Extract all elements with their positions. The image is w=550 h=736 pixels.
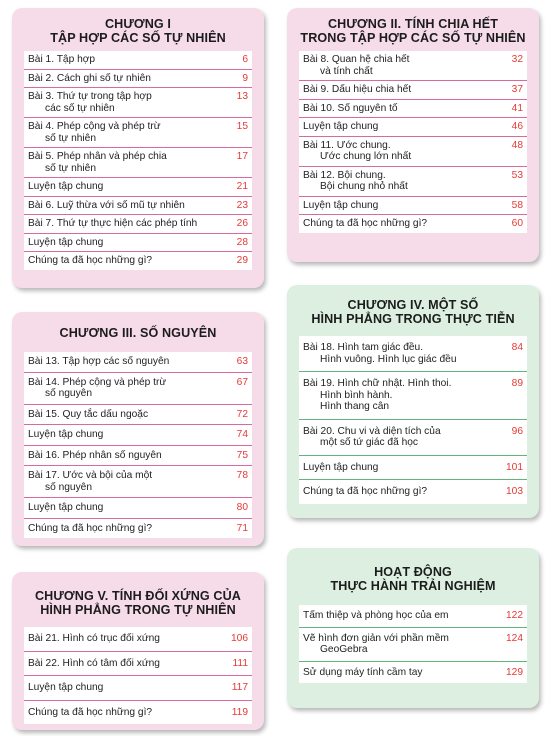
entry-title-line: Luyện tập chung [28, 181, 104, 192]
entry-title [28, 502, 226, 514]
chapter-2-card [287, 8, 539, 262]
entry-title [303, 426, 501, 449]
entry-title-line: Bài 3. Thứ tự trong tập hợp [28, 91, 152, 102]
entry-title [303, 342, 501, 365]
toc-entry [24, 519, 252, 539]
toc-entry [299, 456, 527, 481]
page-number: 53 [511, 169, 523, 181]
toc-entry [24, 652, 252, 677]
chapter-5-title: CHƯƠNG V. TÍNH ĐỐI XỨNG CỦA HÌNH PHẲNG TRONG TỰ NHIÊN [34, 589, 241, 617]
entry-title [303, 103, 501, 115]
entry-title-line: Luyện tập chung [28, 682, 104, 693]
page-number: 80 [236, 502, 248, 513]
page-number: 67 [236, 376, 248, 388]
entry-title-line: Luyện tập chung [28, 502, 104, 513]
entry-title-line: Bài 18. Hình tam giác đều. [303, 342, 424, 353]
toc-entry [24, 352, 252, 373]
entry-title-line: Bội chung nhỏ nhất [320, 181, 408, 192]
entry-title-line: Hình vuông. Hình lục giác đều [320, 353, 457, 365]
entry-title [28, 356, 226, 368]
toc-entry [299, 137, 527, 167]
page-number: 122 [506, 610, 523, 621]
entry-title-line: GeoGebra [320, 644, 368, 655]
entry-title-line: Bài 12. Bội chung. [303, 169, 386, 181]
toc-entry [24, 627, 252, 652]
page-number: 89 [511, 378, 523, 389]
page-number: 6 [242, 54, 248, 65]
page-number: 29 [236, 255, 248, 266]
entry-title-line: Bài 9. Dấu hiệu chia hết [303, 84, 412, 95]
toc-entry [299, 372, 527, 420]
entry-title [28, 523, 226, 535]
activities-toc [299, 605, 527, 683]
toc-entry [299, 605, 527, 628]
entry-title-line: số tự nhiên [45, 162, 96, 174]
entry-title [28, 73, 226, 85]
entry-title-line: Bài 11. Ước chung. [303, 139, 391, 151]
toc-entry [299, 420, 527, 456]
page-number: 75 [236, 449, 248, 461]
page-number: 32 [511, 54, 523, 65]
toc-entry [24, 466, 252, 498]
activities-title: HOẠT ĐỘNG THỰC HÀNH TRẢI NGHIỆM [330, 565, 496, 593]
entry-title-line: và tính chất [320, 65, 373, 77]
entry-title [303, 140, 501, 163]
page-number: 23 [236, 199, 248, 211]
entry-title [28, 658, 226, 670]
entry-title-line: Hình bình hành. [320, 389, 393, 401]
entry-title-line: Luyện tập chung [303, 199, 379, 211]
page-number: 60 [511, 218, 523, 229]
entry-title-line: Bài 10. Số nguyên tố [303, 102, 398, 114]
chapter-1-card [12, 8, 264, 288]
entry-title-line: Bài 16. Phép nhân số nguyên [28, 449, 162, 461]
entry-title-line: Vẽ hình đơn giản với phần mềm [303, 632, 449, 644]
entry-title-line: Chúng ta đã học những gì? [28, 522, 153, 534]
entry-title [28, 255, 226, 267]
toc-entry [299, 662, 527, 684]
entry-title-line: Bài 5. Phép nhân và phép chia [28, 151, 167, 162]
entry-title-line: Luyện tập chung [303, 461, 379, 473]
entry-title [28, 151, 226, 174]
entry-title-line: Bài 15. Quy tắc dấu ngoặc [28, 408, 149, 420]
toc-entry [299, 51, 527, 81]
entry-title [28, 121, 226, 144]
page-number: 129 [506, 666, 523, 678]
page-number: 96 [511, 425, 523, 437]
toc-entry [299, 81, 527, 100]
toc-entry [24, 197, 252, 216]
entry-title-line: một số tứ giác đã học [320, 437, 418, 448]
page-number: 28 [236, 236, 248, 248]
entry-title [303, 200, 501, 212]
chapter-5-toc [24, 627, 252, 724]
entry-title-line: Bài 4. Phép cộng và phép trừ [28, 121, 161, 132]
entry-title [303, 667, 501, 679]
toc-entry [299, 118, 527, 137]
entry-title-line: Bài 2. Cách ghi số tự nhiên [28, 72, 151, 84]
page-number: 13 [236, 91, 248, 102]
entry-title [303, 462, 501, 474]
entry-title [303, 54, 501, 77]
entry-title-line: Luyện tập chung [303, 121, 379, 132]
toc-entry [299, 197, 527, 216]
entry-title-line: Bài 7. Thứ tự thực hiện các phép tính [28, 218, 198, 229]
page-number: 78 [236, 470, 248, 481]
entry-title [28, 409, 226, 421]
entry-title-line: Bài 6. Luỹ thừa với số mũ tự nhiên [28, 199, 185, 211]
toc-entry [24, 215, 252, 234]
entry-title-line: Hình thang cân [320, 401, 390, 412]
toc-entry [24, 425, 252, 446]
toc-entry [299, 628, 527, 662]
entry-title [303, 218, 501, 230]
entry-title [28, 707, 226, 719]
page-number: 103 [506, 486, 523, 497]
chapter-3-card [12, 312, 264, 546]
toc-entry [24, 701, 252, 725]
toc-entry [299, 100, 527, 119]
chapter-4-card [287, 285, 539, 518]
page-number: 84 [511, 342, 523, 353]
entry-title [303, 633, 501, 656]
entry-title [303, 610, 501, 622]
toc-entry [24, 148, 252, 178]
toc-entry [299, 167, 527, 197]
entry-title-line: Bài 19. Hình chữ nhật. Hình thoi. [303, 378, 452, 389]
entry-title-line: Tấm thiệp và phòng học của em [303, 610, 449, 621]
entry-title-line: Chúng ta đã học những gì? [303, 218, 428, 229]
toc-entry [24, 498, 252, 519]
entry-title-line: Chúng ta đã học những gì? [28, 255, 153, 266]
entry-title [303, 170, 501, 193]
toc-entry [24, 373, 252, 405]
toc-entry [24, 70, 252, 89]
entry-title [303, 486, 501, 498]
toc-entry [24, 178, 252, 197]
chapter-4-toc [299, 336, 527, 504]
toc-entry [299, 215, 527, 233]
page-number: 9 [242, 72, 248, 84]
entry-title-line: số tự nhiên [45, 132, 96, 144]
toc-entry [24, 51, 252, 70]
page-number: 63 [236, 356, 248, 367]
chapter-1-toc [24, 51, 252, 270]
entry-title [28, 682, 226, 694]
entry-title [28, 181, 226, 193]
chapter-3-title: CHƯƠNG III. SỐ NGUYÊN [59, 326, 217, 340]
chapter-2-toc [299, 51, 527, 233]
page-number: 17 [236, 151, 248, 162]
page-number: 74 [236, 429, 248, 440]
entry-title-line: số nguyên [45, 481, 93, 493]
entry-title-line: Chúng ta đã học những gì? [28, 706, 153, 718]
entry-title-line: Bài 22. Hình có tâm đối xứng [28, 657, 160, 669]
entry-title-line: Sử dụng máy tính cầm tay [303, 666, 423, 678]
page-number: 58 [511, 199, 523, 211]
entry-title-line: Bài 21. Hình có trục đối xứng [28, 633, 160, 644]
page-number: 48 [511, 139, 523, 151]
chapter-3-toc [24, 352, 252, 538]
entry-title [28, 91, 226, 114]
page-number: 15 [236, 121, 248, 132]
toc-entry [24, 676, 252, 701]
entry-title-line: Ước chung lớn nhất [320, 151, 412, 162]
page-number: 72 [236, 408, 248, 420]
entry-title [28, 450, 226, 462]
page-number: 101 [506, 461, 523, 473]
chapter-5-card [12, 572, 264, 730]
page-number: 21 [236, 181, 248, 192]
toc-entry [299, 336, 527, 372]
page-number: 37 [511, 84, 523, 95]
entry-title [28, 54, 226, 66]
page-number: 46 [511, 121, 523, 132]
toc-entry [24, 252, 252, 270]
entry-title-line: các số tự nhiên [45, 102, 115, 114]
entry-title-line: Luyện tập chung [28, 429, 104, 440]
entry-title-line: Bài 17. Ước và bội của một [28, 470, 153, 481]
entry-title [28, 633, 226, 645]
entry-title [28, 470, 226, 493]
toc-entry [24, 88, 252, 118]
activities-card [287, 548, 539, 708]
page-number: 111 [232, 657, 248, 669]
entry-title-line: Chúng ta đã học những gì? [303, 486, 428, 497]
entry-title [28, 237, 226, 249]
page-number: 117 [231, 682, 248, 693]
entry-title [28, 429, 226, 441]
page-number: 124 [506, 632, 523, 644]
entry-title [303, 378, 501, 413]
chapter-2-title: CHƯƠNG II. TÍNH CHIA HẾT TRONG TẬP HỢP CÁC SỐ TỰ NHIÊN [300, 17, 526, 45]
entry-title-line: Bài 20. Chu vi và diện tích của [303, 425, 441, 437]
page-number: 106 [231, 633, 248, 644]
entry-title-line: Bài 13. Tập hợp các số nguyên [28, 356, 170, 367]
entry-title-line: số nguyên [45, 388, 93, 399]
chapter-4-title: CHƯƠNG IV. MỘT SỐ HÌNH PHẲNG TRONG THỰC TIỄN [311, 298, 515, 326]
entry-title [28, 218, 226, 230]
toc-entry [24, 405, 252, 426]
entry-title [303, 84, 501, 96]
toc-entry [24, 118, 252, 148]
page-number: 71 [236, 522, 248, 534]
entry-title-line: Bài 8. Quan hệ chia hết [303, 54, 410, 65]
toc-entry [24, 234, 252, 253]
chapter-1-title: CHƯƠNG I TẬP HỢP CÁC SỐ TỰ NHIÊN [50, 17, 226, 45]
page-number: 41 [511, 102, 523, 114]
toc-entry [299, 480, 527, 504]
entry-title [28, 200, 226, 212]
entry-title-line: Bài 14. Phép cộng và phép trừ [28, 376, 167, 388]
page-number: 26 [236, 218, 248, 229]
entry-title [303, 121, 501, 133]
page-number: 119 [231, 706, 248, 718]
entry-title [28, 377, 226, 400]
toc-entry [24, 446, 252, 467]
entry-title-line: Bài 1. Tập hợp [28, 54, 96, 65]
entry-title-line: Luyện tập chung [28, 236, 104, 248]
